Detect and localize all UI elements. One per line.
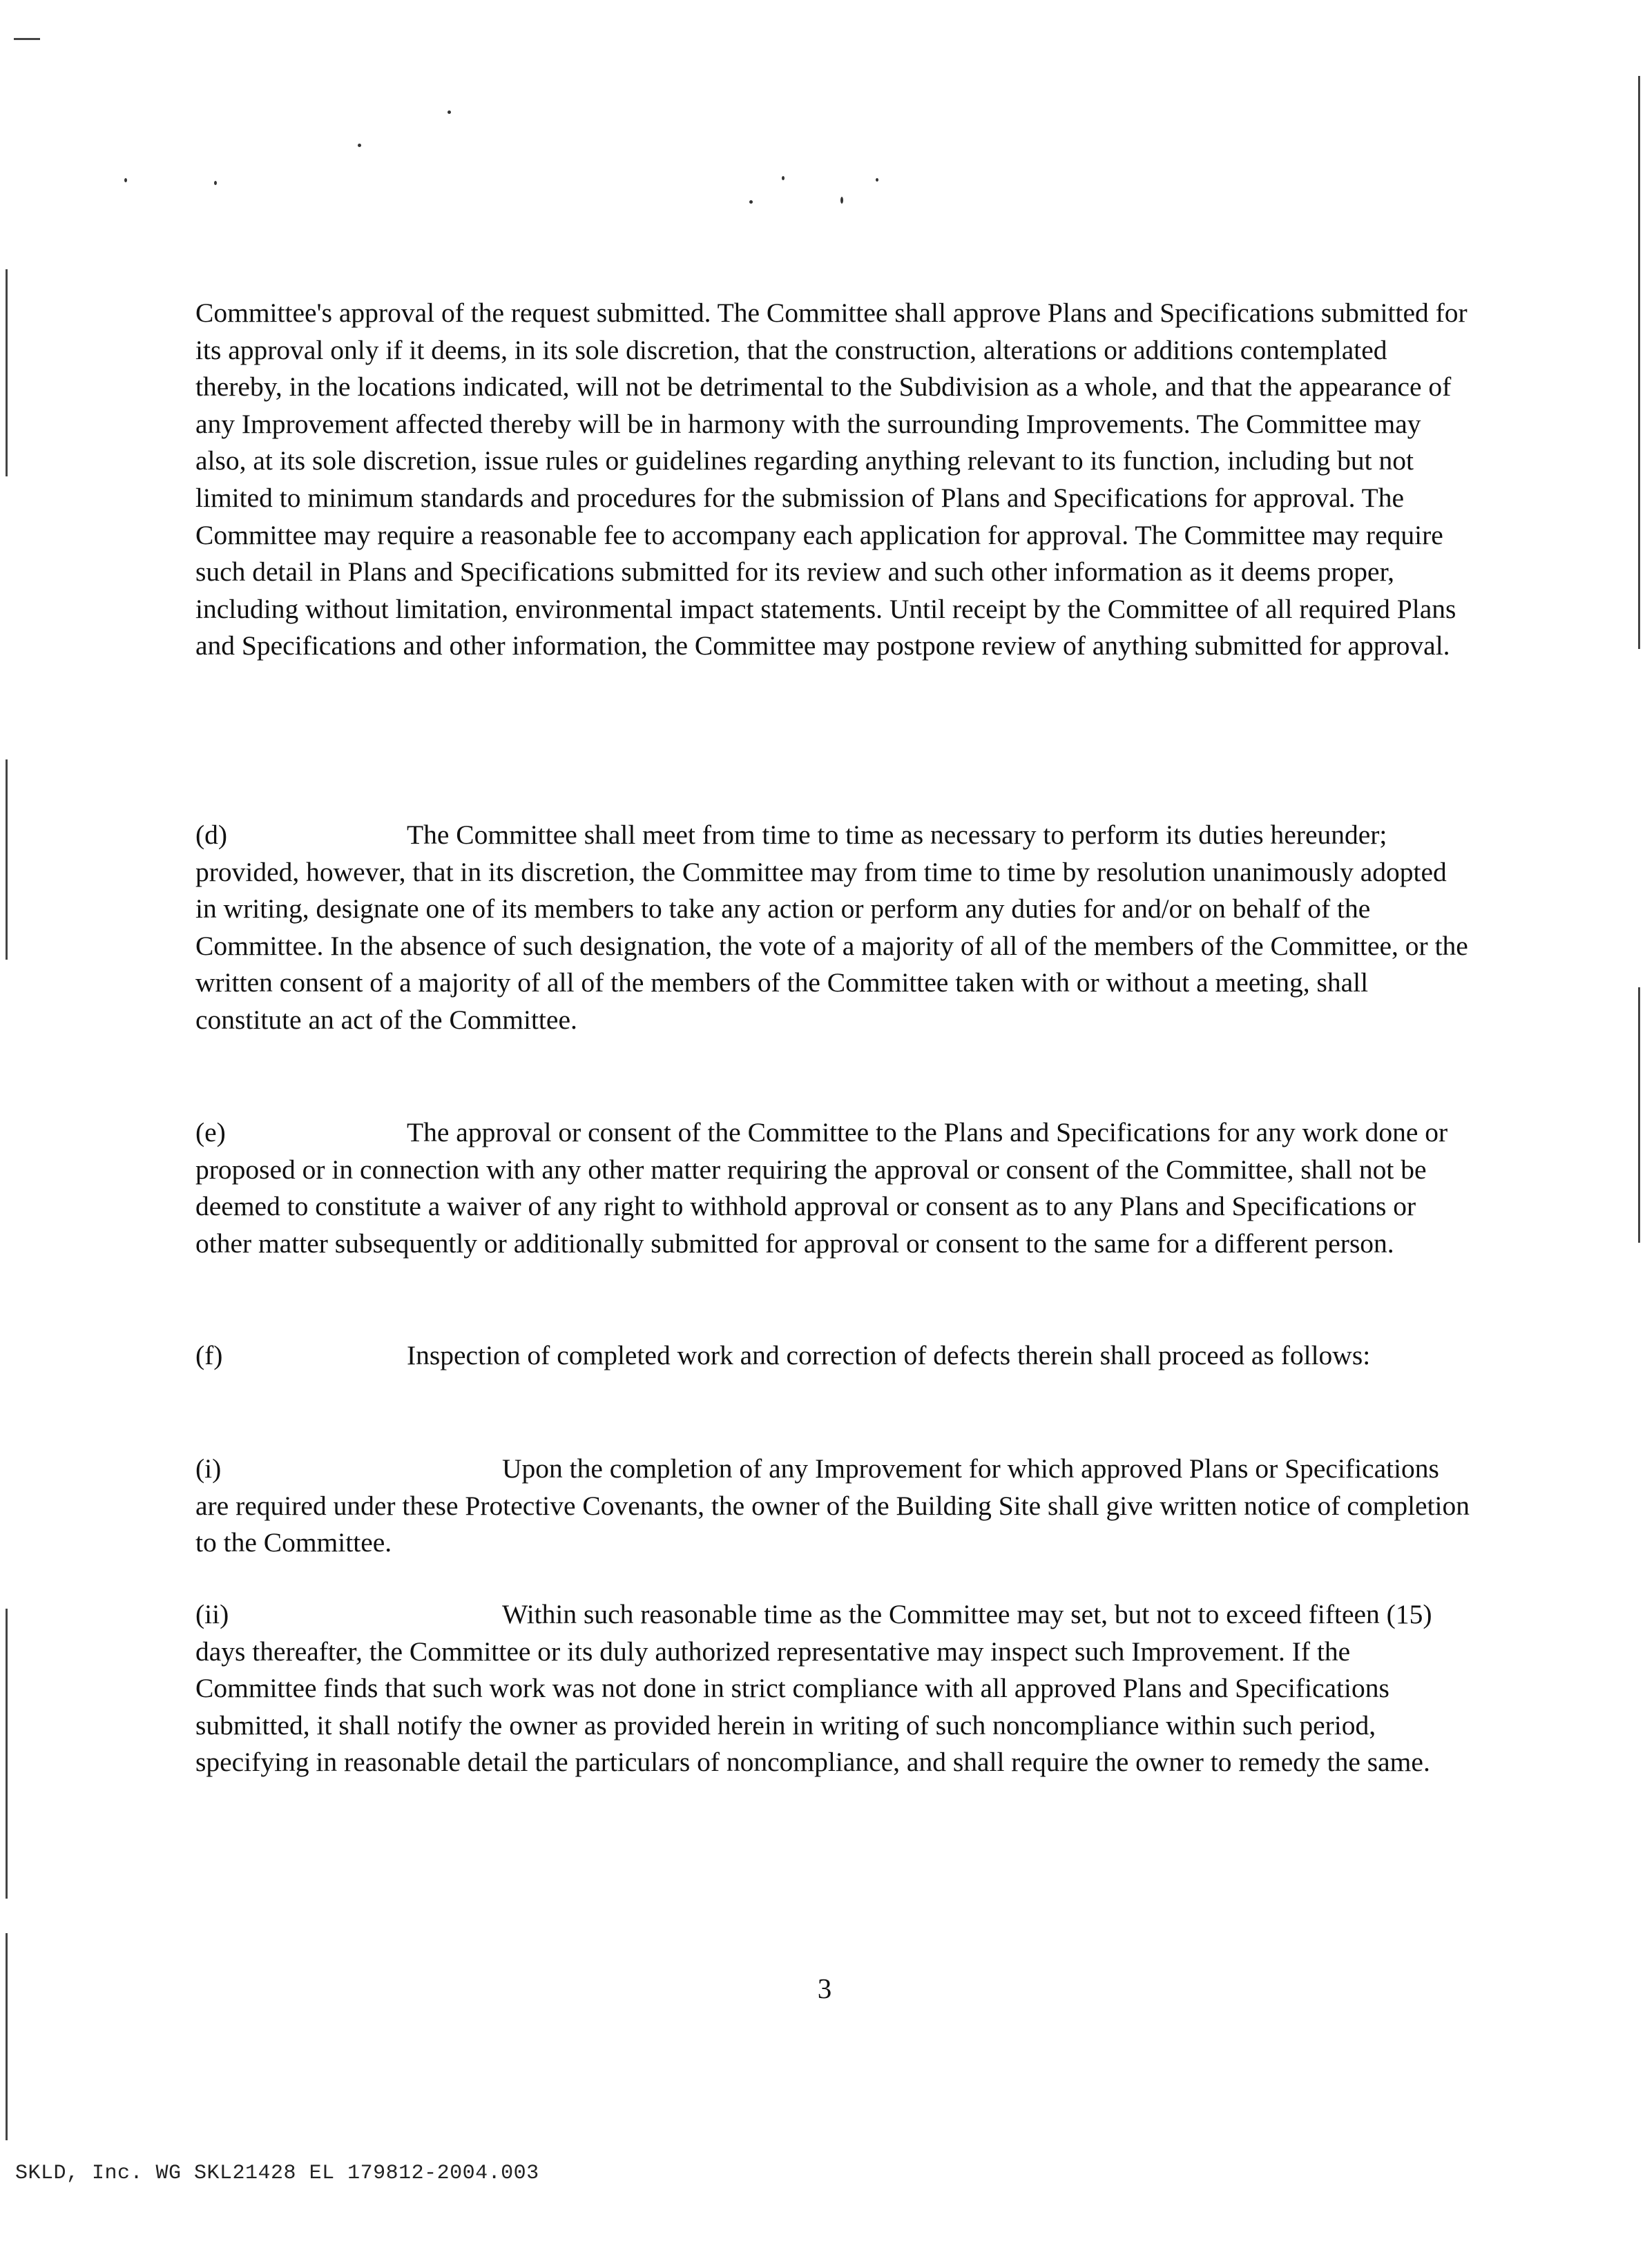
scan-mark-top-left bbox=[14, 38, 40, 40]
paragraph-label: (f) bbox=[195, 1340, 223, 1370]
paragraph-text: The approval or consent of the Committee to the Plans and Specifications for any work done or proposed or in connection with any other matter requiring the approval or consent of the Committee, shall not be deemed to constitute a waiver of any right to withhold approval or consent as to any Plans and Specifications or other matter subsequently or additionally submitted for approval or consent to the same for a different person. bbox=[195, 1117, 1448, 1259]
paragraph-label: (i) bbox=[195, 1453, 222, 1484]
paragraph-label: (ii) bbox=[195, 1599, 229, 1629]
paragraph-label: (e) bbox=[195, 1117, 226, 1147]
paragraph-continuation bbox=[195, 295, 1473, 665]
scan-mark-right-1 bbox=[1638, 76, 1640, 649]
paragraph-f-ii bbox=[195, 1596, 1473, 1781]
scan-mark-left-1 bbox=[6, 269, 8, 476]
scan-speck bbox=[214, 181, 217, 185]
scan-speck bbox=[124, 178, 127, 182]
paragraph-f bbox=[195, 1337, 1473, 1375]
scan-speck bbox=[749, 200, 753, 204]
paragraph-text: Inspection of completed work and correction of defects therein shall proceed as follows: bbox=[407, 1340, 1371, 1370]
scan-speck bbox=[876, 178, 878, 182]
scan-mark-left-2 bbox=[6, 759, 8, 960]
page-number: 3 bbox=[817, 1973, 832, 2004]
scan-mark-left-3 bbox=[6, 1609, 8, 1899]
paragraph-label: (d) bbox=[195, 820, 228, 850]
paragraph-e bbox=[195, 1114, 1473, 1262]
scan-speck bbox=[448, 110, 451, 114]
scan-speck bbox=[358, 144, 361, 147]
paragraph-text: Within such reasonable time as the Committee may set, but not to exceed fifteen (15) days thereafter, the Committee or its duly authorized representative may inspect such Improvement. If the Committee finds that such work was not done in strict compliance with all approved Plans and Specifications submitted, it shall notify the owner as provided herein in writing of such noncompliance within such period, specifying in reasonable detail the particulars of noncompliance, and shall require the owner to remedy the same. bbox=[195, 1599, 1432, 1778]
scan-speck bbox=[782, 176, 785, 180]
paragraph-text: Committee's approval of the request submitted. The Committee shall approve Plans and Specifications submitted for its approval only if it deems, in its sole discretion, that the construction, alterations or additions contemplated thereby, in the locations indicated, will not be detrimental to the Subdivision as a whole, and that the appearance of any Improvement affected thereby will be in harmony with the surrounding Improvements. The Committee may also, at its sole discretion, issue rules or guidelines regarding anything relevant to its function, including but not limited to minimum standards and procedures for the submission of Plans and Specifications for approval. The Committee may require a reasonable fee to accompany each application for approval. The Committee may require such detail in Plans and Specifications submitted for its review and such other information as it deems proper, including without limitation, environmental impact statements. Until receipt by the Committee of all required Plans and Specifications and other information, the Committee may postpone review of anything submitted for approval. bbox=[195, 298, 1468, 661]
scan-mark-right-2 bbox=[1638, 987, 1640, 1243]
scan-speck bbox=[840, 197, 843, 204]
paragraph-f-i bbox=[195, 1451, 1473, 1562]
paragraph-text: The Committee shall meet from time to time as necessary to perform its duties hereunder; provided, however, that in its discretion, the Committee may from time to time by resolution unanimously adopted in writing, designate one of its members to take any action or perform any duties for and/or on behalf of the Committee. In the absence of such designation, the vote of a majority of all of the members of the Committee, or the written consent of a majority of all of the members of the Committee taken with or without a meeting, shall constitute an act of the Committee. bbox=[195, 820, 1468, 1035]
paragraph-d bbox=[195, 817, 1473, 1039]
paragraph-text: Upon the completion of any Improvement for which approved Plans or Specifications are required under these Protective Covenants, the owner of the Building Site shall give written notice of completion to the Committee. bbox=[195, 1453, 1470, 1558]
document-footer: SKLD, Inc. WG SKL21428 EL 179812-2004.003 bbox=[15, 2162, 539, 2185]
scan-mark-left-4 bbox=[6, 1933, 8, 2140]
